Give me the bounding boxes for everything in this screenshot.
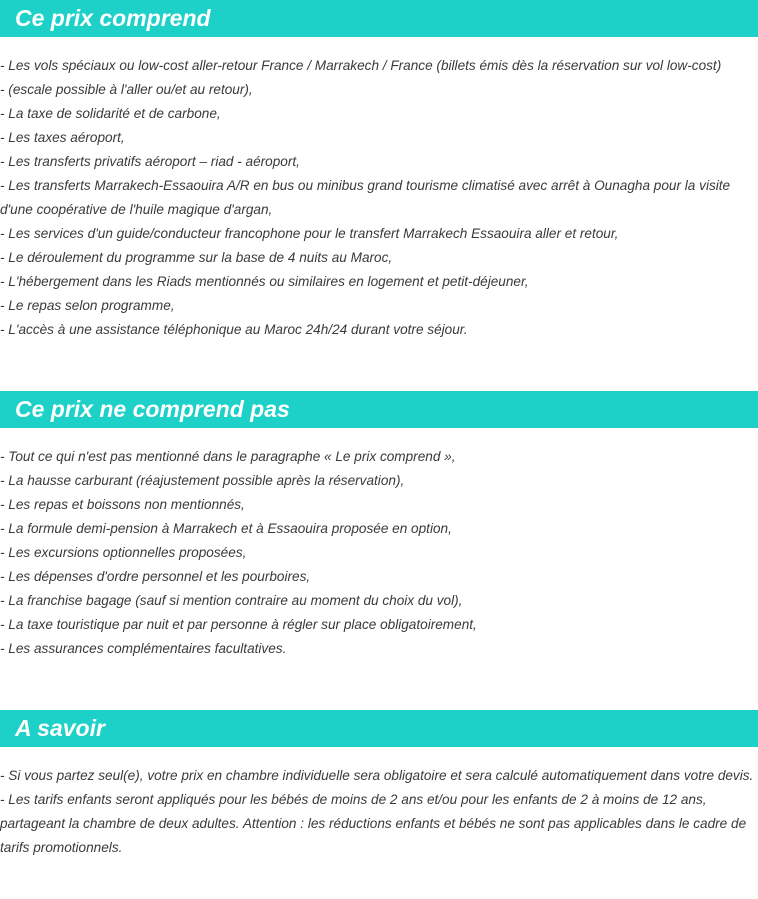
item-list bbox=[0, 445, 758, 661]
list-item: - L'hébergement dans les Riads mentionnés ou similaires en logement et petit-déjeuner, bbox=[0, 274, 529, 289]
list-item: - Les vols spéciaux ou low-cost aller-retour France / Marrakech / France (billets émis dès la réservation sur vol low-cost) bbox=[0, 58, 722, 73]
list-item: - Les assurances complémentaires facultatives. bbox=[0, 641, 287, 656]
list-item: - Les taxes aéroport, bbox=[0, 130, 125, 145]
list-item: - Les transferts privatifs aéroport – riad - aéroport, bbox=[0, 154, 300, 169]
list-item: - Les repas et boissons non mentionnés, bbox=[0, 497, 245, 512]
list-item: - Le repas selon programme, bbox=[0, 298, 175, 313]
list-item: - Tout ce qui n'est pas mentionné dans le paragraphe « Le prix comprend », bbox=[0, 449, 456, 464]
list-item: - Les services d'un guide/conducteur francophone pour le transfert Marrakech Essaouira aller et retour, bbox=[0, 226, 619, 241]
section-title: A savoir bbox=[0, 710, 758, 747]
list-item: - L'accès à une assistance téléphonique au Maroc 24h/24 durant votre séjour. bbox=[0, 322, 468, 337]
section-title: Ce prix comprend bbox=[0, 0, 758, 37]
list-item: - La taxe de solidarité et de carbone, bbox=[0, 106, 221, 121]
list-item: - (escale possible à l'aller ou/et au retour), bbox=[0, 82, 253, 97]
list-item: - La formule demi-pension à Marrakech et à Essaouira proposée en option, bbox=[0, 521, 452, 536]
list-item: - Le déroulement du programme sur la base de 4 nuits au Maroc, bbox=[0, 250, 393, 265]
section-title: Ce prix ne comprend pas bbox=[0, 391, 758, 428]
item-list bbox=[0, 764, 758, 860]
list-item: - La franchise bagage (sauf si mention contraire au moment du choix du vol), bbox=[0, 593, 463, 608]
item-list bbox=[0, 54, 758, 342]
list-item: - Les excursions optionnelles proposées, bbox=[0, 545, 247, 560]
list-item: - La taxe touristique par nuit et par personne à régler sur place obligatoirement, bbox=[0, 617, 477, 632]
list-item: - Les dépenses d'ordre personnel et les pourboires, bbox=[0, 569, 311, 584]
list-item: - La hausse carburant (réajustement possible après la réservation), bbox=[0, 473, 405, 488]
list-item: - Les transferts Marrakech-Essaouira A/R en bus ou minibus grand tourisme climatisé avec arrêt à Ounagha pour la visite d'une coopérative de l'huile magique d'argan, bbox=[0, 178, 731, 217]
section-good-to-know bbox=[0, 710, 758, 860]
list-item: - Si vous partez seul(e), votre prix en chambre individuelle sera obligatoire et sera calculé automatiquement dans votre devis. bbox=[0, 768, 754, 783]
list-item: - Les tarifs enfants seront appliqués pour les bébés de moins de 2 ans et/ou pour les enfants de 2 à moins de 12 ans, partageant la chambre de deux adultes. Attention : les réductions enfants et bébés ne sont pas applicables dans le cadre de tarifs promotionnels. bbox=[0, 792, 747, 855]
section-price-includes bbox=[0, 0, 758, 342]
section-price-excludes bbox=[0, 391, 758, 661]
